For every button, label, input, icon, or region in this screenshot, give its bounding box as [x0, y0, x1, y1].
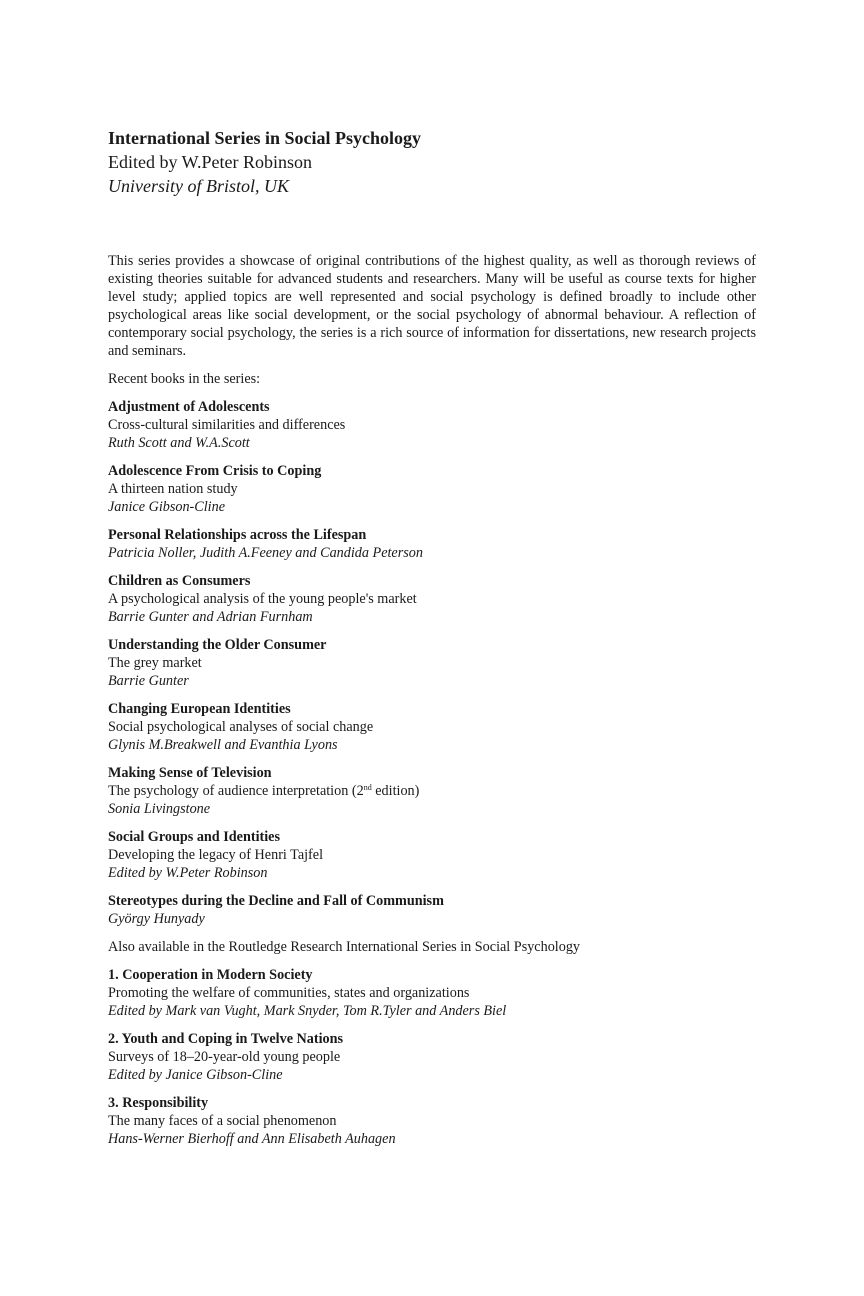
book-subtitle: The many faces of a social phenomenon — [108, 1113, 337, 1129]
book-subtitle: Surveys of 18–20-year-old young people — [108, 1049, 341, 1065]
series-title: International Series in Social Psychology — [108, 128, 422, 148]
recent-books-list — [108, 398, 756, 928]
book-authors: Barrie Gunter and Adrian Furnham — [108, 609, 313, 625]
book-authors: Barrie Gunter — [108, 673, 189, 689]
book-authors: Edited by Mark van Vught, Mark Snyder, Tom R.Tyler and Anders Biel — [108, 1003, 507, 1019]
book-title: Social Groups and Identities — [108, 829, 280, 845]
book-title: Adolescence From Crisis to Coping — [108, 463, 322, 479]
recent-books-label: Recent books in the series: — [108, 371, 261, 387]
book-entry — [108, 636, 756, 690]
book-entry — [108, 764, 756, 818]
book-subtitle: The grey market — [108, 655, 202, 671]
research-series-label: Also available in the Routledge Research International Series in Social Psychology — [108, 939, 581, 955]
book-entry — [108, 526, 756, 562]
book-authors: György Hunyady — [108, 911, 205, 927]
book-entry — [108, 700, 756, 754]
book-entry — [108, 966, 756, 1020]
book-subtitle: Developing the legacy of Henri Tajfel — [108, 847, 324, 863]
book-authors: Edited by Janice Gibson-Cline — [108, 1067, 283, 1083]
book-title: 3. Responsibility — [108, 1095, 209, 1111]
book-title: Making Sense of Television — [108, 765, 272, 781]
book-authors: Edited by W.Peter Robinson — [108, 865, 268, 881]
book-subtitle: A thirteen nation study — [108, 481, 238, 497]
research-books-list — [108, 966, 756, 1148]
book-subtitle: A psychological analysis of the young people's market — [108, 591, 417, 607]
book-subtitle-text: The psychology of audience interpretation (2 — [108, 783, 364, 799]
series-editor: Edited by W.Peter Robinson — [108, 152, 312, 172]
book-entry — [108, 572, 756, 626]
book-authors: Ruth Scott and W.A.Scott — [108, 435, 250, 451]
book-entry — [108, 828, 756, 882]
book-title: Changing European Identities — [108, 701, 291, 717]
book-authors: Hans-Werner Bierhoff and Ann Elisabeth Auhagen — [108, 1131, 396, 1147]
book-title: Adjustment of Adolescents — [108, 399, 270, 415]
book-entry — [108, 892, 756, 928]
book-entry — [108, 1094, 756, 1148]
series-description: This series provides a showcase of original contributions of the highest quality, as well as thorough reviews of existing theories suitable for advanced students and researchers. Many will be useful as course texts for higher level study; applied topics are well represented and social psychology is defined broadly to include other psychological areas like social development, or the social psychology of abnormal behaviour. A reflection of contemporary social psychology, the series is a rich source of information for dissertations, new research projects and seminars. — [108, 253, 756, 359]
book-title: Stereotypes during the Decline and Fall of Communism — [108, 893, 444, 909]
book-title: 1. Cooperation in Modern Society — [108, 967, 313, 983]
book-authors: Glynis M.Breakwell and Evanthia Lyons — [108, 737, 338, 753]
book-subtitle: Promoting the welfare of communities, states and organizations — [108, 985, 470, 1001]
book-title: Children as Consumers — [108, 573, 251, 589]
book-authors: Patricia Noller, Judith A.Feeney and Candida Peterson — [108, 545, 423, 561]
book-subtitle-text: edition) — [371, 783, 420, 799]
series-affiliation: University of Bristol, UK — [108, 176, 289, 196]
book-subtitle: Social psychological analyses of social change — [108, 719, 374, 735]
book-authors: Janice Gibson-Cline — [108, 499, 226, 515]
edition-superscript: nd — [363, 783, 372, 792]
book-entry — [108, 1030, 756, 1084]
book-entry — [108, 462, 756, 516]
book-entry — [108, 398, 756, 452]
book-title: Personal Relationships across the Lifespan — [108, 527, 367, 543]
series-page — [108, 126, 756, 1158]
book-title: 2. Youth and Coping in Twelve Nations — [108, 1031, 344, 1047]
book-authors: Sonia Livingstone — [108, 801, 211, 817]
book-subtitle: Cross-cultural similarities and differences — [108, 417, 346, 433]
book-title: Understanding the Older Consumer — [108, 637, 327, 653]
book-subtitle — [108, 782, 756, 800]
